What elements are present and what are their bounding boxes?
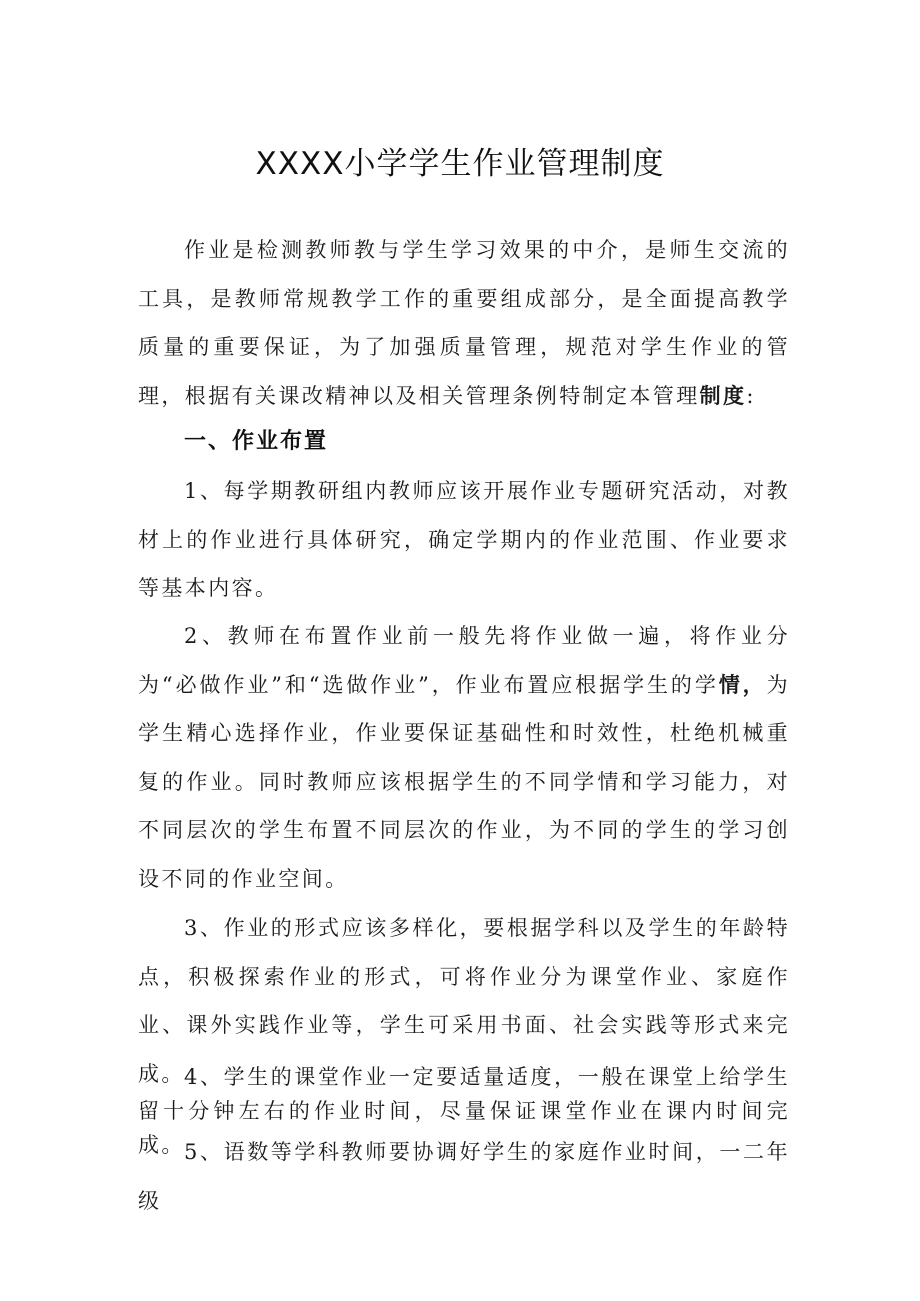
item-2-paragraph	[138, 612, 790, 903]
document-title: XXXX小学学生作业管理制度	[255, 145, 665, 182]
intro-paragraph	[138, 226, 790, 420]
section-heading: 一、作业布置	[184, 429, 329, 454]
item-1-paragraph: 1、每学期教研组内教师应该开展作业专题研究活动，对教材上的作业进行具体研究，确定学期内的作业范围、作业要求等基本内容。	[138, 479, 790, 600]
item-2-emphasis: 情，	[718, 672, 767, 697]
item-5-paragraph: 5、语数等学科教师要协调好学生的家庭作业时间，一二年级	[138, 1140, 790, 1213]
item-2-text: 2、教师在布置作业前一般先将作业做一遍，将作业分为“必做作业”和“选做作业”，作业布置应根据学生的学	[138, 624, 790, 697]
item-2-text-rest: 为学生精心选择作业，作业要保证基础性和时效性，杜绝机械重复的作业。同时教师应该根据学生的不同学情和学习能力，对不同层次的学生布置不同层次的作业，为不同的学生的学习创设不同的作业空间。	[138, 672, 790, 891]
intro-emphasis: 制度	[699, 383, 747, 408]
item-3-paragraph: 3、作业的形式应该多样化，要根据学科以及学生的年龄特点，积极探索作业的形式，可将作业分为课堂作业、家庭作业、课外实践作业等，学生可采用书面、社会实践等形式来完成。	[138, 916, 790, 1086]
intro-colon: :	[746, 383, 756, 408]
item-4-paragraph: 4、学生的课堂作业一定要适量适度，一般在课堂上给学生留十分钟左右的作业时间，尽量保证课堂作业在课内时间完成。	[138, 1065, 790, 1157]
intro-text: 作业是检测教师教与学生学习效果的中介，是师生交流的工具，是教师常规教学工作的重要组成部分，是全面提高教学质量的重要保证，为了加强质量管理，规范对学生作业的管理，根据有关课改精神以及相关管理条例特制定本管理	[138, 238, 790, 408]
